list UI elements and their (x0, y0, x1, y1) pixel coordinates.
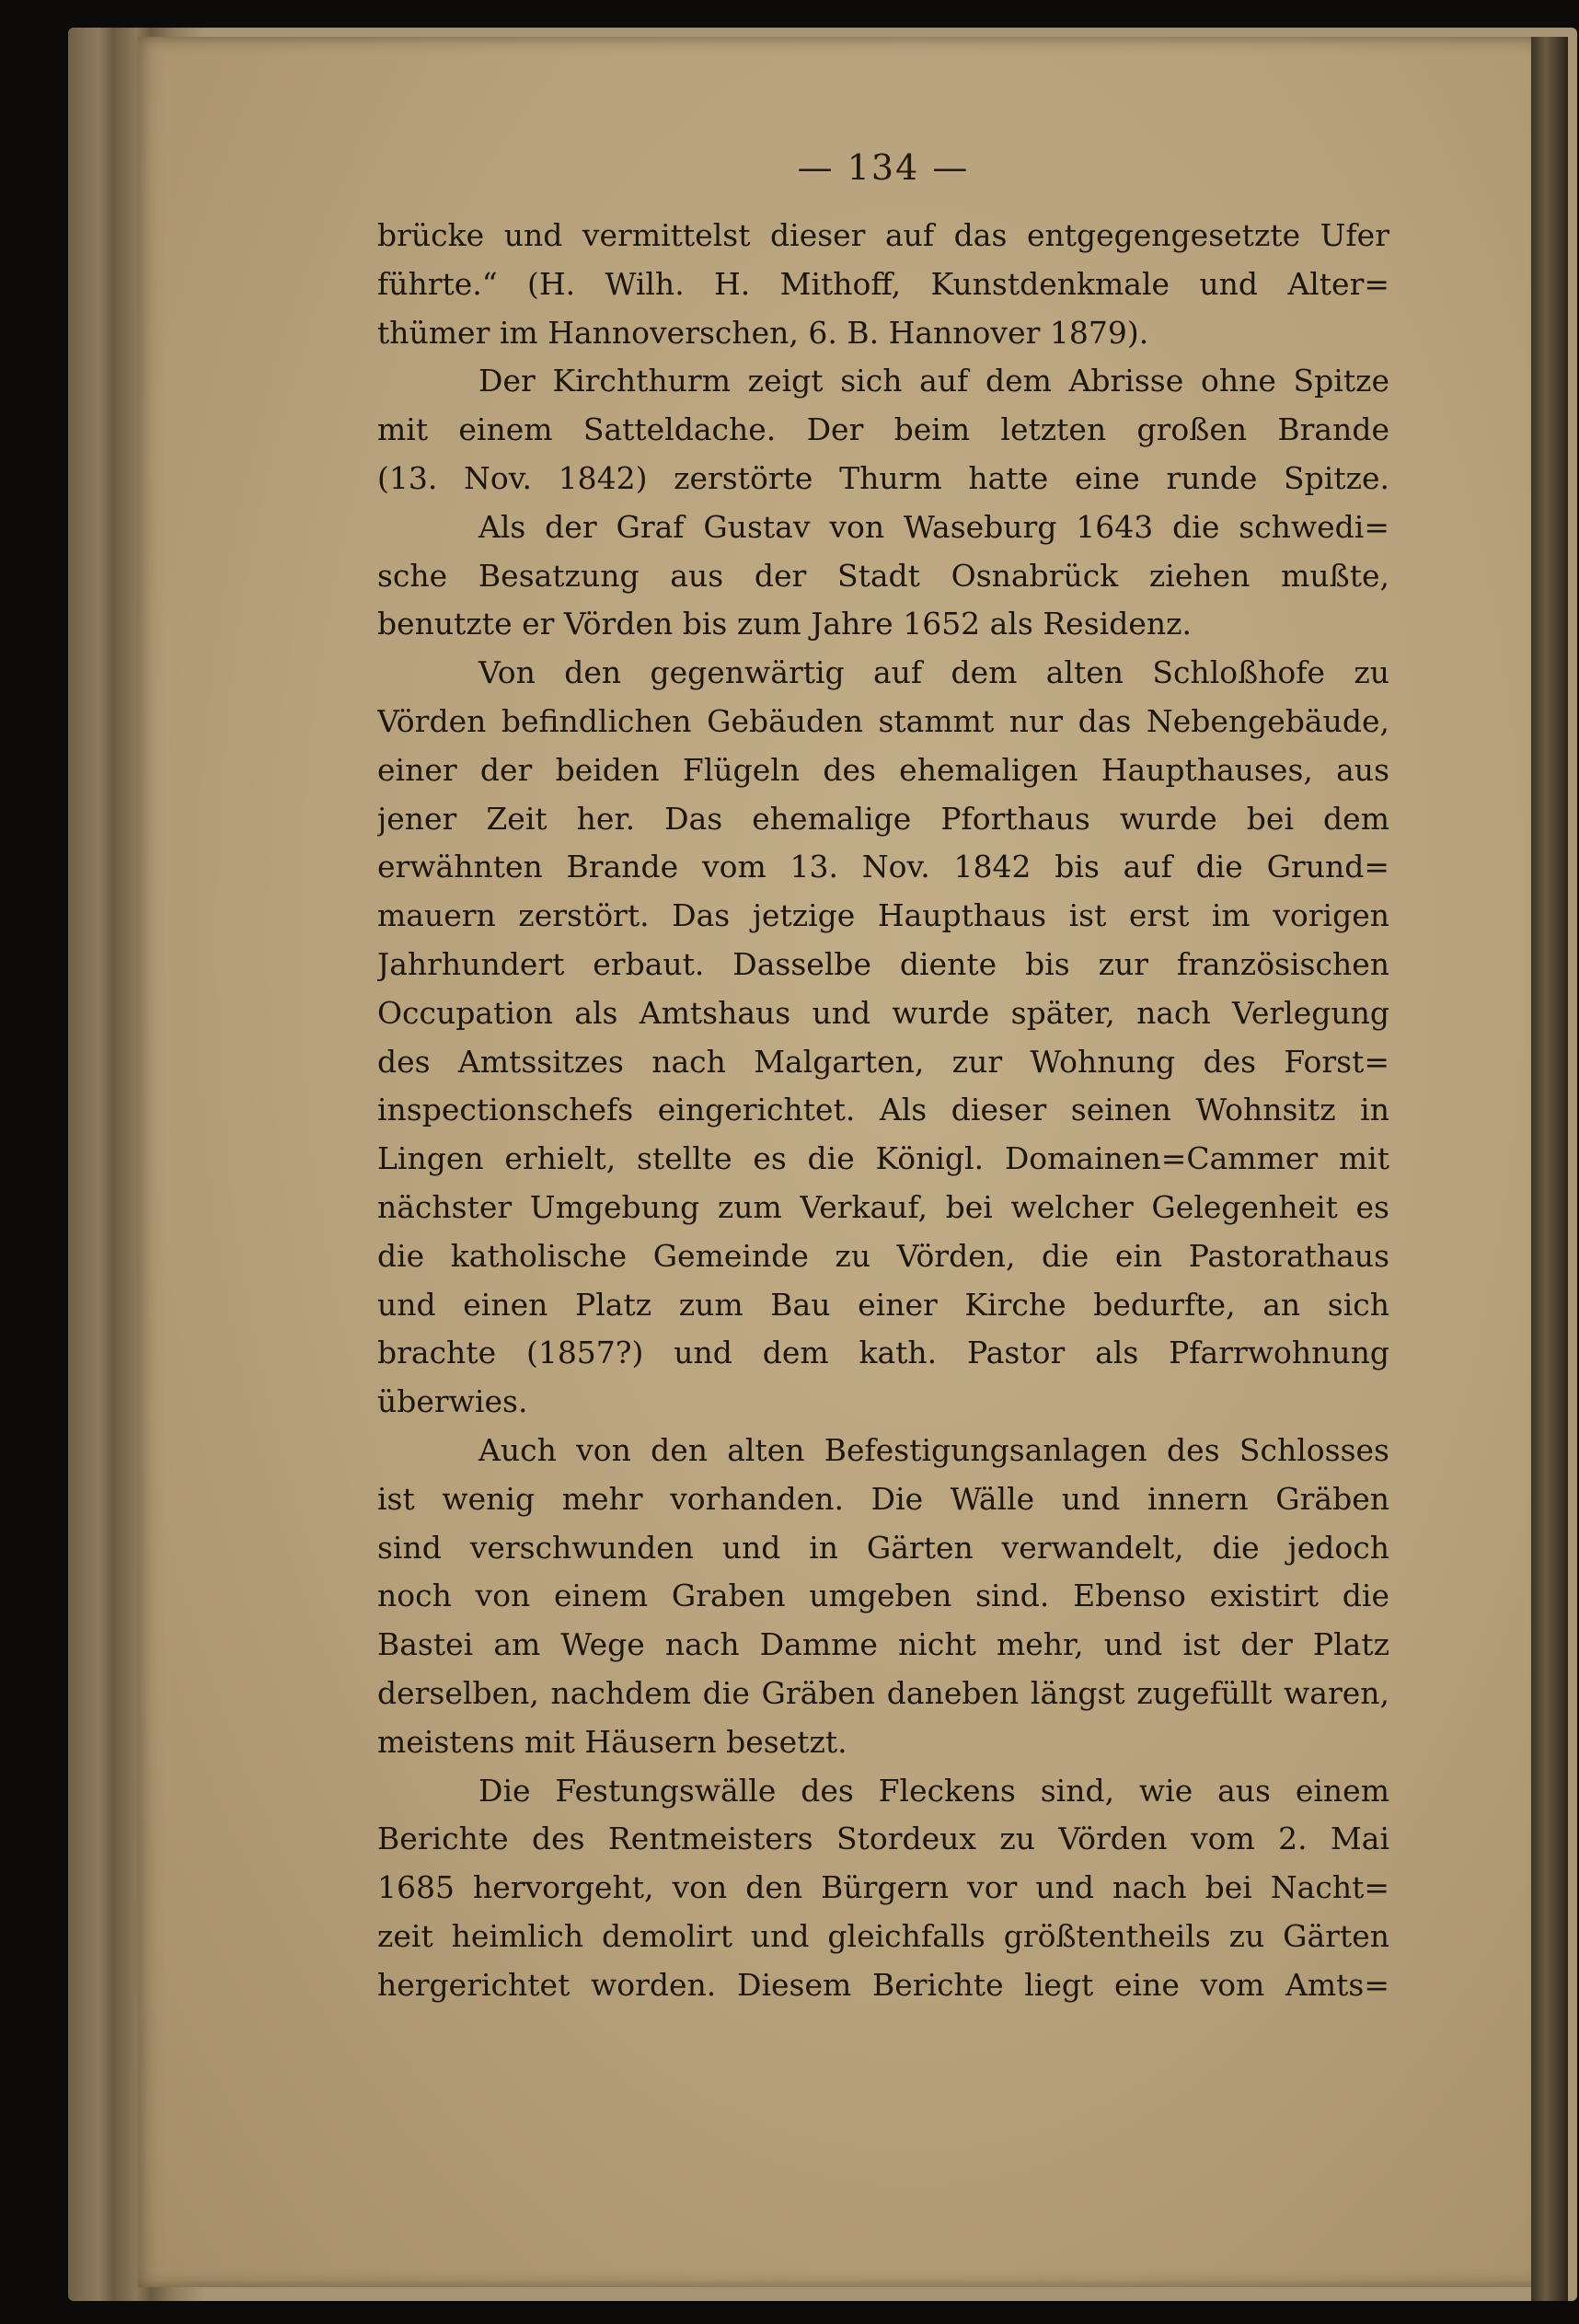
text-line: 1685 hervorgeht, von den Bürgern vor und nach bei Nacht= (377, 1869, 1389, 1906)
text-line: sind verschwunden und in Gärten verwandelt, die jedoch (377, 1529, 1389, 1566)
page-text (377, 147, 1389, 2009)
text-line: inspectionschefs eingerichtet. Als dieser seinen Wohnsitz in (377, 1092, 1389, 1128)
text-line: Bastei am Wege nach Damme nicht mehr, und ist der Platz (377, 1626, 1389, 1663)
text-line: Vörden befindlichen Gebäuden stammt nur das Nebengebäude, (377, 702, 1389, 739)
text-line: die katholische Gemeinde zu Vörden, die ein Pastorathaus (377, 1237, 1389, 1274)
text-line: und einen Platz zum Bau einer Kirche bedurfte, an sich (377, 1286, 1389, 1323)
text-line: Jahrhundert erbaut. Dasselbe diente bis zur französischen (377, 945, 1389, 982)
text-line: Occupation als Amtshaus und wurde später, nach Verlegung (377, 994, 1389, 1031)
text-line: derselben, nachdem die Gräben daneben längst zugefüllt waren, (377, 1674, 1389, 1711)
text-line: noch von einem Graben umgeben sind. Ebenso existirt die (377, 1578, 1389, 1614)
text-line: mauern zerstört. Das jetzige Haupthaus ist erst im vorigen (377, 897, 1389, 934)
text-line: brachte (1857?) und dem kath. Pastor als Pfarrwohnung (377, 1335, 1389, 1371)
text-line: nächster Umgebung zum Verkauf, bei welcher Gelegenheit es (377, 1188, 1389, 1225)
text-line: brücke und vermittelst dieser auf das entgegengesetzte Ufer (377, 217, 1389, 253)
text-line: meistens mit Häusern besetzt. (377, 1723, 847, 1760)
text-line: Lingen erhielt, stellte es die Königl. Domainen=Cammer mit (377, 1140, 1389, 1177)
text-line: benutzte er Vörden bis zum Jahre 1652 als Residenz. (377, 606, 1192, 642)
text-line: Die Festungswälle des Fleckens sind, wie aus einem (478, 1772, 1389, 1809)
text-line: führte.“ (H. Wilh. H. Mithoff, Kunstdenkmale und Alter= (377, 265, 1389, 302)
text-line: jener Zeit her. Das ehemalige Pforthaus wurde bei dem (377, 800, 1389, 837)
text-line: hergerichtet worden. Diesem Berichte liegt eine vom Amts= (377, 1966, 1389, 2003)
text-line: thümer im Hannoverschen, 6. B. Hannover 1879). (377, 314, 1149, 351)
text-line: Der Kirchthurm zeigt sich auf dem Abrisse ohne Spitze (478, 363, 1389, 399)
text-line: sche Besatzung aus der Stadt Osnabrück ziehen mußte, (377, 557, 1389, 594)
text-line: Als der Graf Gustav von Waseburg 1643 die schwedi= (478, 508, 1389, 545)
text-line: des Amtssitzes nach Malgarten, zur Wohnung des Forst= (377, 1043, 1389, 1080)
text-line: Von den gegenwärtig auf dem alten Schloßhofe zu (478, 654, 1389, 691)
text-line: (13. Nov. 1842) zerstörte Thurm hatte eine runde Spitze. (377, 459, 1389, 496)
text-line: zeit heimlich demolirt und gleichfalls größtentheils zu Gärten (377, 1917, 1389, 1954)
text-line: überwies. (377, 1383, 528, 1420)
book-gutter (1531, 37, 1568, 2301)
page-number: — 134 — (797, 147, 970, 188)
text-line: mit einem Satteldache. Der beim letzten großen Brande (377, 411, 1389, 448)
text-line: Berichte des Rentmeisters Stordeux zu Vörden vom 2. Mai (377, 1821, 1389, 1857)
text-line: Auch von den alten Befestigungsanlagen des Schlosses (478, 1431, 1389, 1468)
text-line: ist wenig mehr vorhanden. Die Wälle und innern Gräben (377, 1480, 1389, 1517)
text-line: erwähnten Brande vom 13. Nov. 1842 bis auf die Grund= (377, 849, 1389, 885)
text-line: einer der beiden Flügeln des ehemaligen Haupthauses, aus (377, 751, 1389, 788)
